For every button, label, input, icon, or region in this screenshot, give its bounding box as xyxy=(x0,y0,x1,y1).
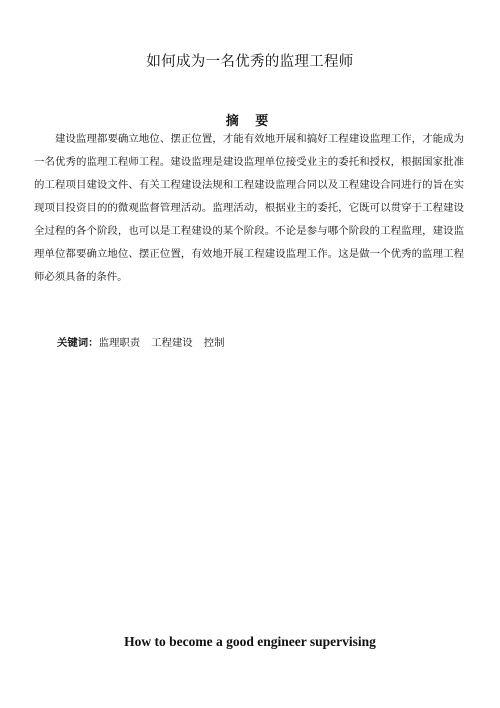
english-title: How to become a good engineer supervising xyxy=(124,634,376,649)
keyword: 监理职责 xyxy=(98,337,141,349)
keyword: 控制 xyxy=(203,337,225,349)
abstract-paragraph: 建设监理都要确立地位、摆正位置，才能有效地开展和搞好工程建设监理工作，才能成为一名优秀的监理工程师工程。建设监理是建设监理单位接受业主的委托和授权，根据国家批准的工程项目建设文件、有关工程建设法规和工程建设监理合同以及工程建设合同进行的旨在实现项目投资目的的微观监督管理活动。监理活动，根据业主的委托，它既可以贯穿于工程建设全过程的各个阶段，也可以是工程建设的某个阶段。不论是参与哪个阶段的工程监理，建设监理单位都要确立地位、摆正位置，有效地开展工程建设监理工作。这是做一个优秀的监理工程师必须具备的条件。 xyxy=(34,133,464,283)
chinese-title: 如何成为一名优秀的监理工程师 xyxy=(146,54,354,70)
keywords-line xyxy=(57,334,235,349)
abstract-heading: 摘 要 xyxy=(225,114,275,129)
keywords-label: 关键词： xyxy=(57,337,99,349)
keyword: 工程建设 xyxy=(151,337,193,349)
